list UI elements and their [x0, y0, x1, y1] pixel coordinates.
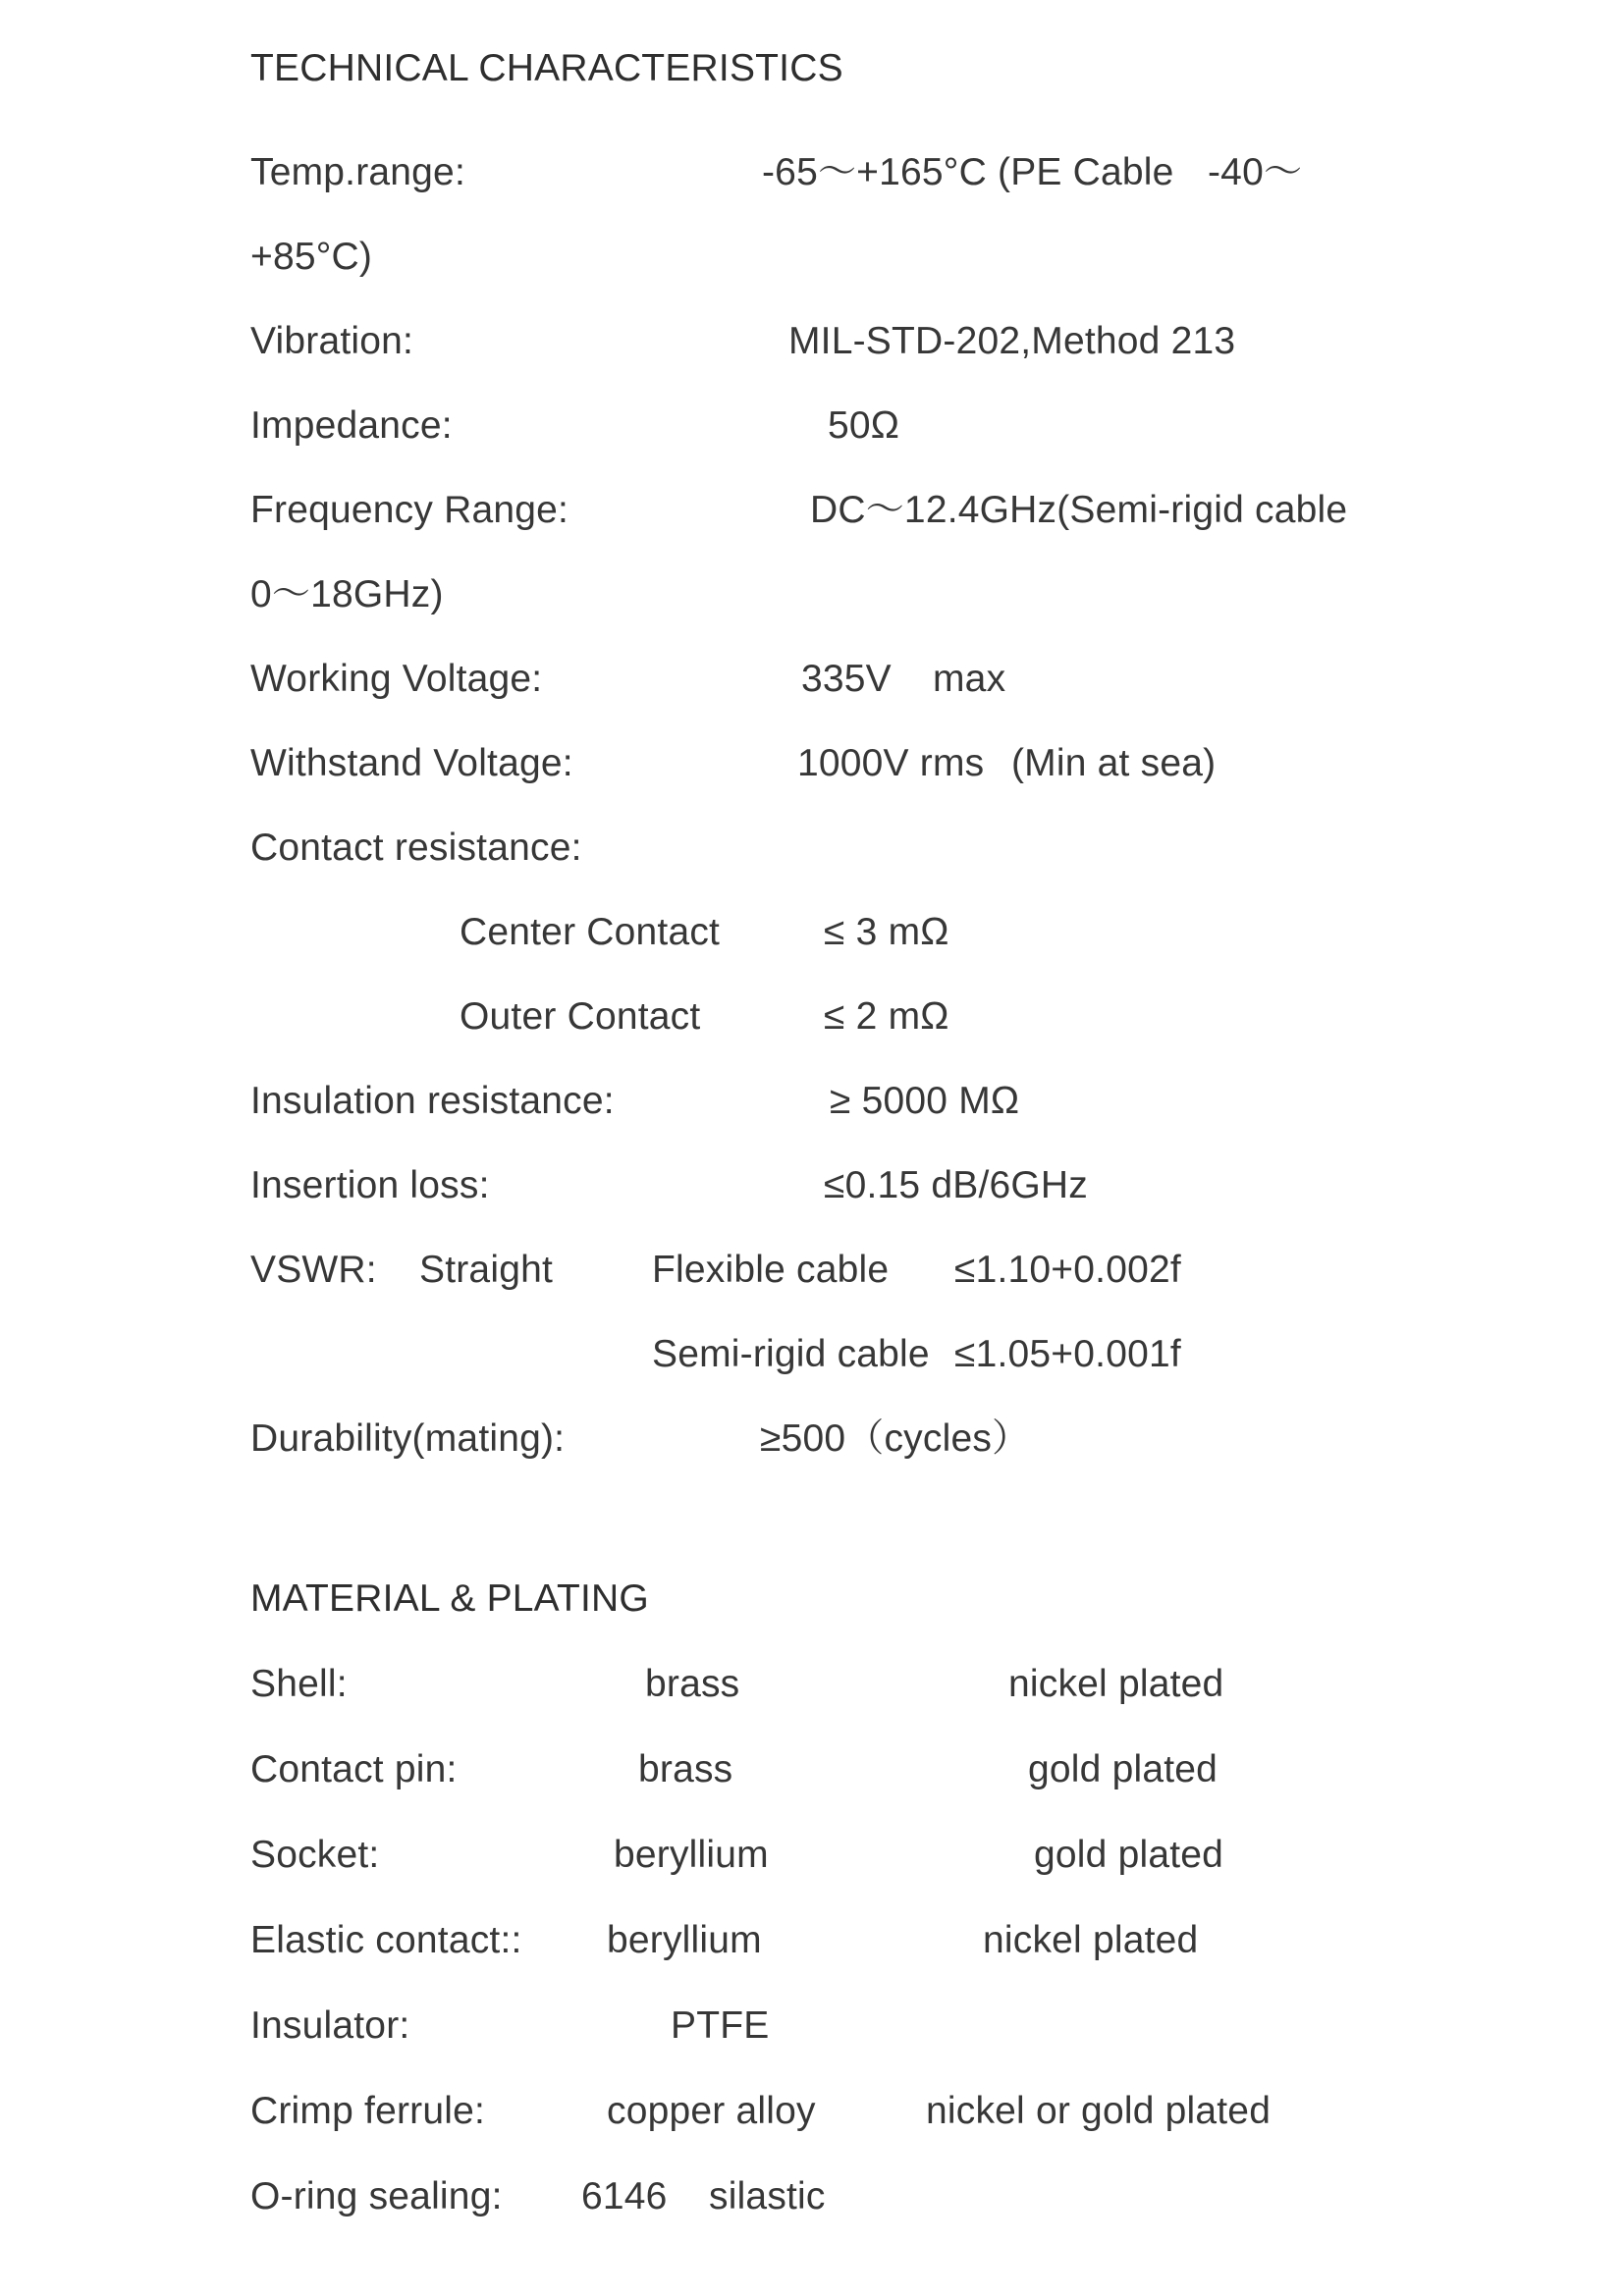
spec-value-frequency-range: DC～12.4GHz(Semi-rigid cable	[810, 489, 1348, 531]
spec-label-durability: Durability(mating):	[250, 1417, 566, 1460]
spec-label-vibration: Vibration:	[250, 320, 414, 362]
material-value-shell: brass	[645, 1663, 740, 1705]
spec-value-working-voltage-max: max	[933, 658, 1006, 700]
spec-label-impedance: Impedance:	[250, 404, 453, 447]
spec-sublabel-vswr-straight: Straight	[419, 1249, 554, 1291]
spec-value-withstand-voltage-note: (Min at sea)	[1011, 742, 1217, 784]
spec-label-vswr: VSWR:	[250, 1249, 377, 1291]
material-value-insulator: PTFE	[671, 2004, 770, 2047]
material-label-contact-pin: Contact pin:	[250, 1748, 458, 1790]
spec-value-temp-range-cont: +85°C)	[250, 236, 373, 278]
spec-value-withstand-voltage: 1000V rms	[797, 742, 985, 784]
spec-sublabel-outer-contact: Outer Contact	[460, 995, 701, 1038]
material-value-crimp-ferrule: copper alloy	[607, 2090, 816, 2132]
spec-label-insulation-resistance: Insulation resistance:	[250, 1080, 615, 1122]
spec-value-vibration: MIL-STD-202,Method 213	[788, 320, 1236, 362]
plating-value-crimp-ferrule: nickel or gold plated	[926, 2090, 1272, 2132]
spec-value-temp-range-pe: -40～	[1208, 151, 1303, 193]
plating-value-contact-pin: gold plated	[1028, 1748, 1218, 1790]
spec-value-center-contact: ≤ 3 mΩ	[824, 911, 949, 953]
spec-label-insertion-loss: Insertion loss:	[250, 1164, 490, 1206]
plating-value-elastic-contact: nickel plated	[983, 1919, 1199, 1961]
spec-sublabel-semi-rigid-cable: Semi-rigid cable	[652, 1333, 930, 1375]
section-heading-technical-characteristics: TECHNICAL CHARACTERISTICS	[250, 47, 843, 89]
spec-value-insulation-resistance: ≥ 5000 MΩ	[830, 1080, 1020, 1122]
plating-value-o-ring-sealing: silastic	[709, 2175, 826, 2217]
material-label-socket: Socket:	[250, 1834, 380, 1876]
spec-sublabel-flexible-cable: Flexible cable	[652, 1249, 890, 1291]
spec-value-working-voltage: 335V	[801, 658, 892, 700]
material-label-o-ring-sealing: O-ring sealing:	[250, 2175, 503, 2217]
spec-label-frequency-range: Frequency Range:	[250, 489, 569, 531]
spec-label-working-voltage: Working Voltage:	[250, 658, 543, 700]
spec-value-frequency-cont: 0～18GHz)	[250, 573, 444, 615]
plating-value-shell: nickel plated	[1008, 1663, 1224, 1705]
material-value-socket: beryllium	[614, 1834, 769, 1876]
spec-value-outer-contact: ≤ 2 mΩ	[824, 995, 949, 1038]
plating-value-socket: gold plated	[1034, 1834, 1224, 1876]
spec-value-vswr-semi-rigid: ≤1.05+0.001f	[954, 1333, 1181, 1375]
material-label-crimp-ferrule: Crimp ferrule:	[250, 2090, 486, 2132]
spec-label-withstand-voltage: Withstand Voltage:	[250, 742, 573, 784]
material-value-contact-pin: brass	[638, 1748, 733, 1790]
material-label-shell: Shell:	[250, 1663, 348, 1705]
spec-sublabel-center-contact: Center Contact	[460, 911, 721, 953]
spec-value-durability: ≥500（cycles）	[760, 1417, 1031, 1460]
spec-value-vswr-flexible: ≤1.10+0.002f	[954, 1249, 1181, 1291]
section-heading-material-plating: MATERIAL & PLATING	[250, 1577, 649, 1620]
spec-label-contact-resistance: Contact resistance:	[250, 827, 582, 869]
material-label-elastic-contact: Elastic contact::	[250, 1919, 522, 1961]
spec-value-impedance: 50Ω	[828, 404, 900, 447]
material-value-o-ring-sealing: 6146	[581, 2175, 668, 2217]
material-value-elastic-contact: beryllium	[607, 1919, 762, 1961]
spec-value-temp-range: -65～+165°C (PE Cable	[762, 151, 1174, 193]
material-label-insulator: Insulator:	[250, 2004, 410, 2047]
spec-label-temp-range: Temp.range:	[250, 151, 465, 193]
spec-value-insertion-loss: ≤0.15 dB/6GHz	[824, 1164, 1088, 1206]
